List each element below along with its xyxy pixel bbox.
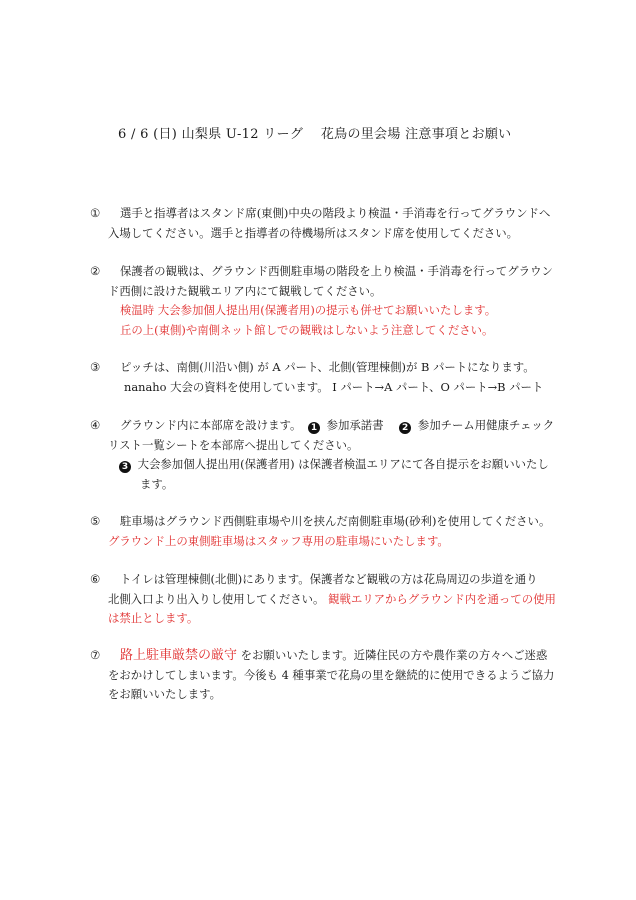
notice-item-7 [90,646,560,705]
item-text: 選手と指導者はスタンド席(東側)中央の階段より検温・手消毒を行ってグラウンドへ [120,206,551,220]
item-text: nanaho 大会の資料を使用しています。 I パート→A パート、O パート→B パート [124,379,544,394]
item-number: ④ [90,418,101,432]
item-text: をお願いいたします。 [108,687,221,701]
item-text: 北側入口より出入りし使用してください。 [108,591,325,606]
item-text: ド西側に設けた観戦エリア内にて観戦してください。 [108,283,382,298]
item-text: をおかけしてしまいます。今後も 4 種事業で花鳥の里を継続的に使用できるようご協力 [108,667,555,682]
item-text: ます。 [140,476,174,491]
item-text: トイレは管理棟側(北側)にあります。保護者など観戦の方は花鳥周辺の歩道を通り [120,572,538,586]
item-warning: 丘の上(東側)や南側ネット館しでの観戦はしないよう注意してください。 [120,322,494,337]
notice-item-6 [90,570,560,629]
item-number: ② [90,264,101,278]
page-title: 6 / 6 (日) 山梨県 U-12 リーグ 花鳥の里会場 注意事項とお願い [118,127,512,142]
item-warning: 路上駐車厳禁の厳守 [120,648,238,663]
item-warning: グラウンド上の東側駐車場はスタッフ専用の駐車場にいたします。 [108,533,449,548]
item-text: グラウンド内に本部席を設けます。 [120,418,302,432]
item-text: ピッチは、南側(川沿い側) が A パート、北側(管理棟側)が B パートになります。 [120,360,535,374]
item-warning: は禁止とします。 [108,611,199,625]
item-number: ③ [90,360,101,374]
item-text: 入場してください。選手と指導者の待機場所はスタンド席を使用してください。 [108,225,519,240]
item-number: ⑦ [90,648,101,662]
item-text: 大会参加個人提出用(保護者用) は保護者検温エリアにて各自提示をお願いいたし [137,457,549,471]
item-number: ⑥ [90,572,101,586]
item-text: 保護者の観戦は、グラウンド西側駐車場の階段を上り検温・手消毒を行ってグラウン [120,264,553,278]
circled-number-1-icon: 1 [308,422,320,434]
circled-number-3-icon: 3 [119,461,131,473]
item-text: 参加承諾書 [326,418,384,432]
notice-item-4 [90,416,560,494]
item-text: をお願いいたします。近隣住民の方や農作業の方々へご迷惑 [240,648,548,662]
notice-item-3 [90,358,560,397]
notice-item-2 [90,262,560,340]
circled-number-2-icon: 2 [399,422,411,434]
notice-item-5 [90,512,560,551]
item-text: リスト一覧シートを本部席へ提出してください。 [108,437,359,452]
item-text: 駐車場はグラウンド西側駐車場や川を挟んだ南側駐車場(砂利)を使用してください。 [120,514,551,528]
item-text: 参加チーム用健康チェック [417,418,555,432]
item-warning: 観戦エリアからグラウンド内を通っての使用 [328,591,556,606]
item-number: ① [90,206,101,220]
notice-item-1 [90,204,560,243]
item-warning: 検温時 大会参加個人提出用(保護者用)の提示も併せてお願いいたします。 [120,303,497,317]
item-number: ⑤ [90,514,101,528]
